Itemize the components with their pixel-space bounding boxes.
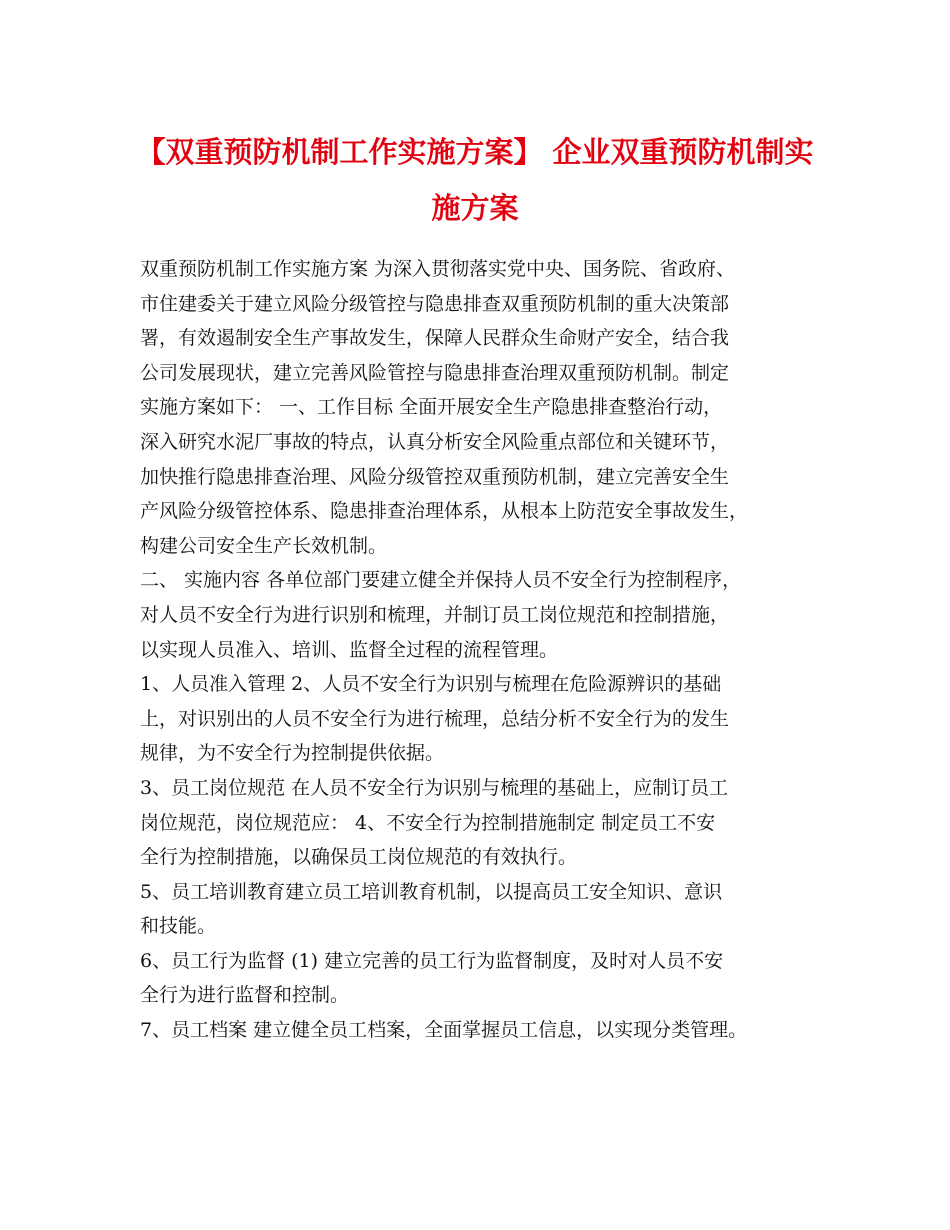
body-line: 规律，为不安全行为控制提供依据。 — [140, 742, 445, 765]
body-line: 岗位规范，岗位规范应： 4、不安全行为控制措施制定 制定员工不安 — [140, 811, 716, 834]
body-line: 5、员工培训教育建立员工培训教育机制，以提高员工安全知识、意识 — [140, 880, 723, 903]
body-line: 1、人员准入管理 2、人员不安全行为识别与梳理在危险源辨识的基础 — [140, 673, 722, 696]
body-line: 全行为进行监督和控制。 — [140, 984, 350, 1007]
body-line: 以实现人员准入、培训、监督全过程的流程管理。 — [140, 638, 559, 661]
title-line-2: 施方案 — [431, 191, 519, 225]
body-line: 双重预防机制工作实施方案 为深入贯彻落实党中央、国务院、省政府、 — [140, 258, 736, 280]
document-body — [140, 252, 830, 1048]
body-line: 对人员不安全行为进行识别和梳理，并制订员工岗位规范和控制措施， — [140, 603, 730, 626]
title-line-1: 【双重预防机制工作实施方案】 企业双重预防机制实 — [136, 135, 814, 169]
body-line: 3、员工岗位规范 在人员不安全行为识别与梳理的基础上，应制订员工 — [140, 776, 729, 799]
body-line: 7、员工档案 建立健全员工档案，全面掌握员工信息，以实现分类管理。 — [140, 1019, 748, 1042]
body-line: 市住建委关于建立风险分级管控与隐患排查双重预防机制的重大决策部 — [140, 292, 730, 315]
body-line: 构建公司安全生产长效机制。 — [140, 534, 388, 557]
body-line: 上，对识别出的人员不安全行为进行梳理，总结分析不安全行为的发生 — [140, 707, 730, 730]
body-line: 深入研究水泥厂事故的特点，认真分析安全风险重点部位和关键环节， — [140, 430, 730, 453]
body-line: 产风险分级管控体系、隐患排查治理体系，从根本上防范安全事故发生， — [140, 500, 749, 523]
body-line: 和技能。 — [140, 915, 217, 938]
body-line: 加快推行隐患排查治理、风险分级管控双重预防机制，建立完善安全生 — [140, 465, 730, 488]
body-line: 署，有效遏制安全生产事故发生，保障人民群众生命财产安全，结合我 — [140, 327, 730, 350]
body-line: 二、 实施内容 各单位部门要建立健全并保持人员不安全行为控制程序， — [140, 569, 742, 592]
body-line: 6、员工行为监督 (1) 建立完善的员工行为监督制度，及时对人员不安 — [140, 949, 724, 972]
document-title — [110, 124, 840, 236]
body-line: 公司发展现状，建立完善风险管控与隐患排查治理双重预防机制。制定 — [140, 361, 730, 384]
body-line: 实施方案如下： 一、工作目标 全面开展安全生产隐患排查整治行动， — [140, 396, 723, 419]
body-line: 全行为控制措施，以确保员工岗位规范的有效执行。 — [140, 846, 578, 869]
